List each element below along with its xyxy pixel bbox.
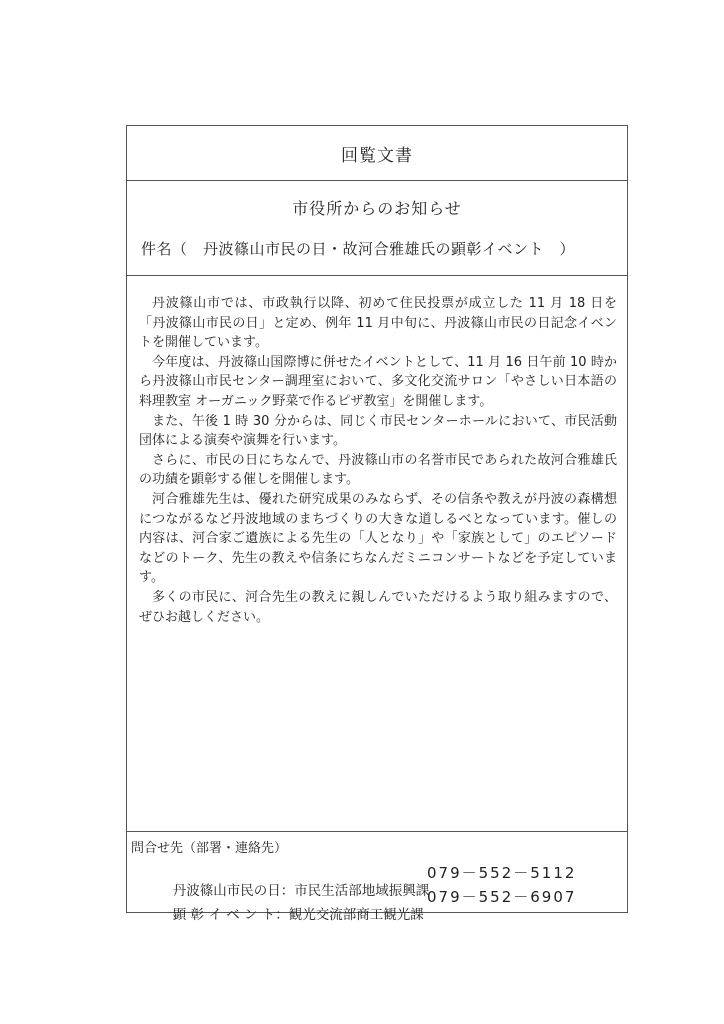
contact-phone: 079－552－5112	[427, 864, 577, 882]
paragraph: 河合雅雄先生は、優れた研究成果のみならず、その信条や教えが丹波の森構想につながるなど丹波地域のまちづくりの大きな道しるべとなっています。催しの内容は、河合家ご遺族による先生の「人となり」や「家族として」のエピソードなどのトーク、先生の教えや信条にちなんだミニコンサートなどを予定しています。	[139, 491, 617, 586]
circular-document-frame	[126, 125, 628, 923]
body-text	[139, 294, 617, 627]
contact-box	[127, 831, 627, 923]
paragraph: 今年度は、丹波篠山国際博に併せたイベントとして、11 月 16 日午前 10 時から丹波篠山市民センター調理室において、多文化交流サロン「やさしい日本語の料理教室 オーガニック野菜で作るピザ教室」を開催します。	[139, 354, 617, 409]
contact-label: 丹波篠山市民の日：市民生活部地域振興課	[172, 883, 430, 899]
notice-header-box	[127, 180, 627, 276]
paragraph: さらに、市民の日にちなんで、丹波篠山市の名誉市民であられた故河合雅雄氏の功績を顕彰する催しを開催します。	[139, 452, 617, 488]
contact-row-honor-event	[147, 887, 577, 955]
body-box	[127, 275, 627, 832]
paragraph: 多くの市民に、河合先生の教えに親しんでいただけるよう取り組みますので、ぜひお越しください。	[139, 589, 617, 625]
paragraph: また、午後 1 時 30 分からは、同じく市民センターホールにおいて、市民活動団体による演奏や演舞を行います。	[139, 413, 617, 449]
paragraph: 丹波篠山市では、市政執行以降、初めて住民投票が成立した 11 月 18 日を「丹波篠山市民の日」と定め、例年 11 月中旬に、丹波篠山市民の日記念イベントを開催しています。	[139, 296, 617, 351]
notice-heading: 市役所からのお知らせ	[292, 199, 462, 218]
subject-line: 件名（ 丹波篠山市民の日・故河合雅雄氏の顕彰イベント ）	[141, 240, 576, 258]
contact-heading: 問合せ先（部署・連絡先）	[131, 841, 288, 856]
contact-label: 顕 彰 イ ベ ン ト：観光交流部商工観光課	[172, 907, 424, 923]
document-title: 回覧文書	[341, 145, 413, 166]
contact-phone: 079－552－6907	[427, 888, 577, 906]
document-title-box	[127, 126, 627, 181]
